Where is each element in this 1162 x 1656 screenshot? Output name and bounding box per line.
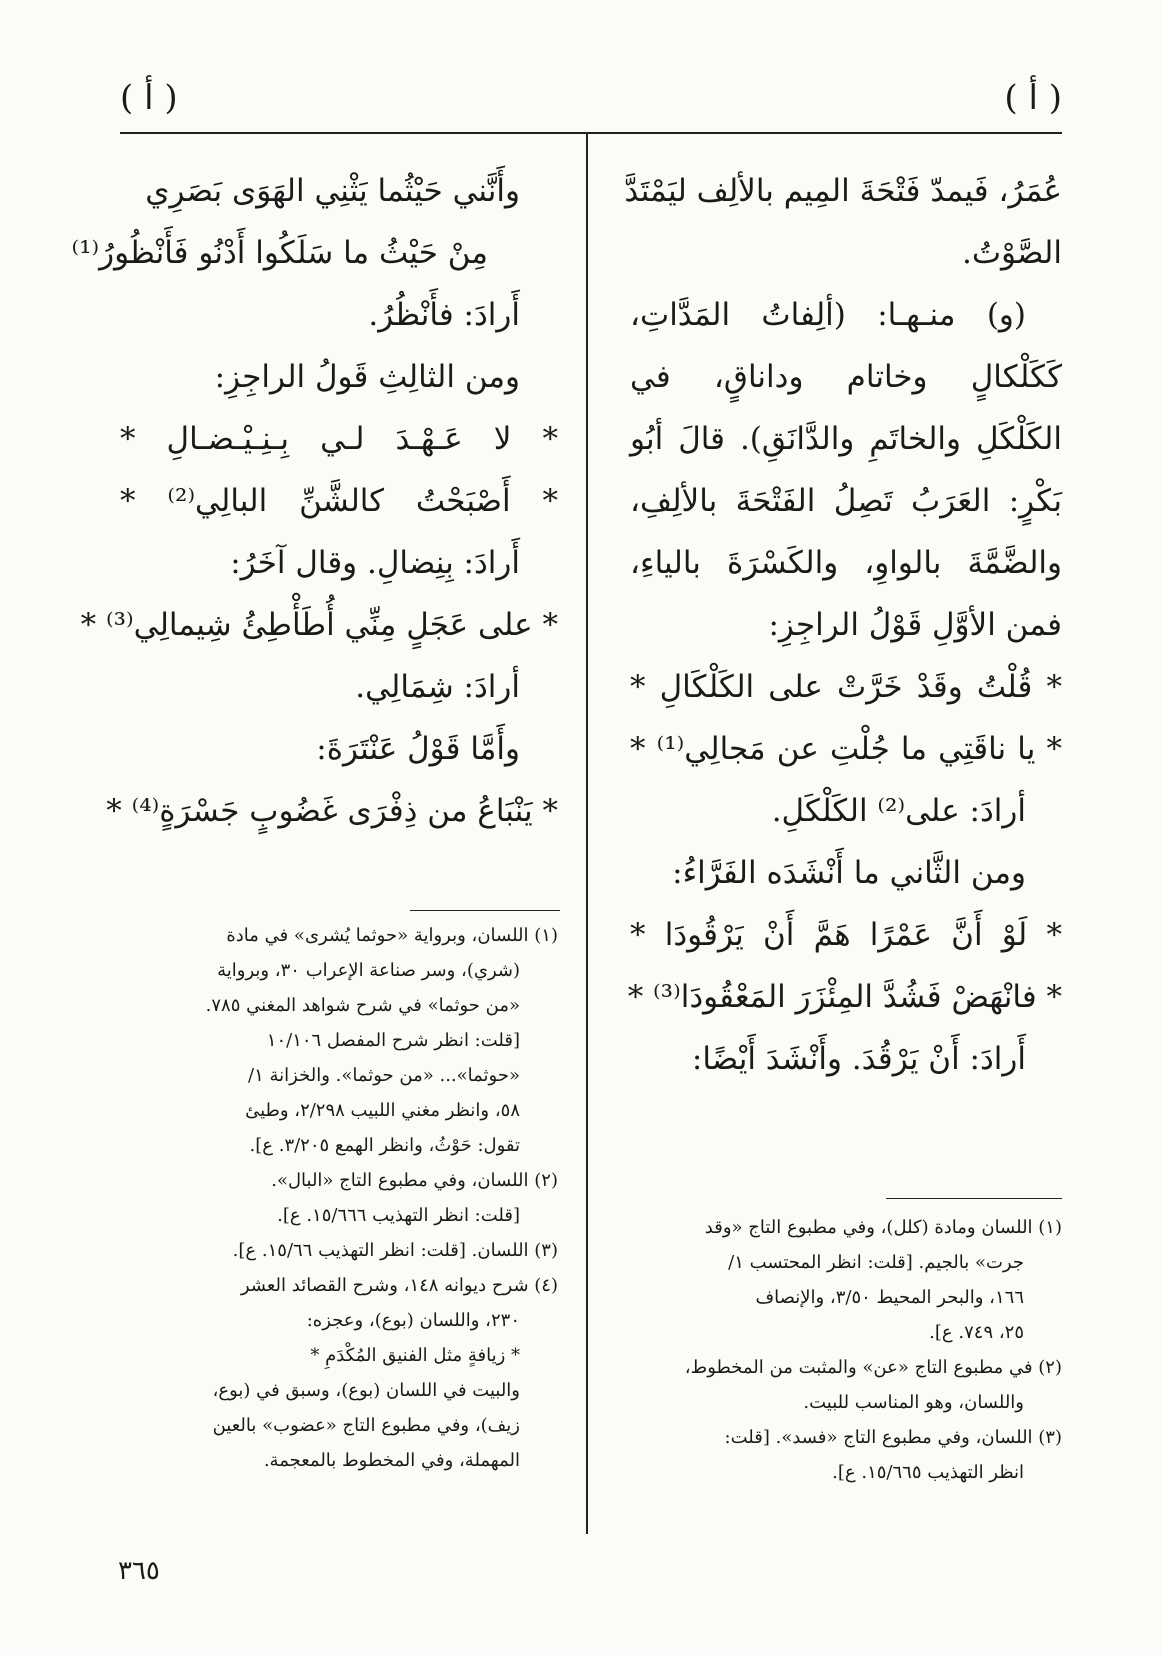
footnote-line: المهملة، وفي المخطوط بالمعجمة. (263, 1450, 520, 1471)
verse-line: * يا ناقَتِي ما جُلْتِ عن مَجالِي⁽¹⁾ * (630, 731, 1062, 767)
footnote-line: (٢) في مطبوع التاج «عن» والمثبت من المخطوط، (684, 1357, 1062, 1378)
footnote-line: (١) اللسان ومادة (كلل)، وفي مطبوع التاج «وقد (704, 1217, 1062, 1238)
left-column (71, 160, 558, 842)
column-divider (586, 134, 588, 1534)
footnotes-left (120, 918, 558, 1478)
footnote-line: (شري)، وسر صناعة الإعراب ٣٠، وبرواية (217, 960, 520, 981)
footnote-line: (١) اللسان، وبرواية «حوثما يُشرى» في مادة (226, 925, 558, 946)
text-line: بَكْرٍ: العَرَبُ تَصِلُ الفَتْحَةَ بالألِفِ، (630, 483, 1062, 519)
footnote-line: (٣) اللسان، وفي مطبوع التاج «فسد». [قلت: (724, 1427, 1062, 1448)
header-right-letter: ( أ ) (1004, 78, 1062, 118)
verse-line: * قُلْتُ وقَدْ خَرَّتْ على الكَلْكَالِ * (630, 669, 1062, 705)
header-rule (120, 132, 1062, 134)
footnote-line: ١٦٦، والبحر المحيط ٣/٥٠، والإنصاف (755, 1287, 1024, 1308)
footnote-line: [قلت: انظر التهذيب ١٥/٦٦٦. ع]. (277, 1205, 520, 1226)
text-line: وأَمَّا قَوْلُ عَنْتَرَةَ: (316, 731, 520, 767)
footnote-line: زيف)، وفي مطبوع التاج «عضوب» بالعين (212, 1415, 520, 1436)
footnote-line: واللسان، وهو المناسب للبيت. (803, 1392, 1024, 1413)
text-line: فمن الأوَّلِ قَوْلُ الراجِزِ: (768, 607, 1062, 643)
text-line: أَرادَ: أَنْ يَرْقُدَ. وأَنْشَدَ أَيْضًا: (691, 1041, 1026, 1077)
verse-line: وأَنَّني حَيْثُما يَثْنِي الهَوَى بَصَرِي (145, 173, 520, 209)
footnote-line: [قلت: انظر شرح المفصل ١٠/١٠٦ (266, 1030, 520, 1051)
verse-line: * فانْهَضْ فَشُدَّ المِئْزَرَ المَعْقُودَا⁽³⁾ * (627, 979, 1062, 1015)
text-line: أَرادَ: فأَنْظُرُ. (368, 297, 520, 333)
header-left-letter: ( أ ) (120, 78, 178, 118)
text-line: ومن الثَّاني ما أَنْشَدَه الفَرَّاءُ: (672, 855, 1026, 891)
footnote-line: «حوثما»... «من حوثما». والخزانة ١/ (248, 1065, 520, 1086)
footnote-line: (٣) اللسان. [قلت: انظر التهذيب ١٥/٦٦. ع]. (232, 1240, 558, 1261)
footnote-line: ٥٨، وانظر مغني اللبيب ٢/٢٩٨، وطيئ (245, 1100, 520, 1121)
verse-line: * يَنْبَاعُ من ذِفْرَى غَضُوبٍ جَسْرَةٍ⁽⁴⁾ * (106, 793, 558, 829)
footnote-line: تقول: حَوْثُ، وانظر الهمع ٣/٢٠٥. ع]. (249, 1135, 520, 1156)
text-line: الصَّوْتُ. (962, 235, 1062, 271)
verse-line: مِنْ حَيْثُ ما سَلَكُوا أَدْنُو فَأَنْظُورُ⁽¹⁾ (71, 235, 488, 271)
text-line: كَكَلْكالٍ وخاتام وداناقٍ، في (630, 359, 1062, 395)
footnote-line: ٢٣٠، واللسان (بوع)، وعجزه: (306, 1310, 520, 1331)
footnote-line: «من حوثما» في شرح شواهد المغني ٧٨٥. (205, 995, 520, 1016)
text-line: أرادَ: شِمَالِي. (355, 669, 520, 705)
text-line: أَرادَ: بِنِضالِ. وقال آخَرُ: (230, 545, 520, 581)
footnote-line: جرت» بالجيم. [قلت: انظر المحتسب ١/ (728, 1252, 1024, 1273)
footnote-separator (410, 910, 560, 911)
verse-line: * لا عَـهْـدَ لـي بِـنِـيْـضـالِ * (120, 421, 558, 457)
page-number: ٣٦٥ (118, 1556, 160, 1586)
footnotes-right (630, 1210, 1062, 1490)
footnote-line: ٢٥، ٧٤٩. ع]. (929, 1322, 1024, 1343)
text-line: والضَّمَّةَ بالواوِ، والكَسْرَةَ بالياءِ، (630, 545, 1062, 581)
verse-line: * على عَجَلٍ مِنِّي أُطَأْطِئُ شِيمالِي⁽³⁾ * (80, 607, 558, 643)
verse-line: * لَوْ أَنَّ عَمْرًا هَمَّ أَنْ يَرْقُودَا * (630, 917, 1062, 953)
text-line: (و) منـهـا: (ألِفاتُ المَدَّاتِ، (630, 297, 1026, 333)
footnote-line: والبيت في اللسان (بوع)، وسبق في (بوع، (212, 1380, 520, 1401)
verse-line: * أَصْبَحْتُ كالشَّنِّ البالِي⁽²⁾ * (120, 483, 558, 519)
right-column (624, 160, 1062, 1090)
footnote-verse: * زيافةٍ مثل الفنيق المُكْدَمِ * (310, 1345, 520, 1366)
footnote-separator (886, 1198, 1062, 1199)
footnote-line: (٢) اللسان، وفي مطبوع التاج «البال». (271, 1170, 558, 1191)
text-line: ومن الثالِثِ قَولُ الراجِزِ: (214, 359, 520, 395)
footnote-line: (٤) شرح ديوانه ١٤٨، وشرح القصائد العشر (240, 1275, 558, 1296)
footnote-line: انظر التهذيب ١٥/٦٦٥. ع]. (832, 1462, 1024, 1483)
text-line: عُمَرُ، فَيمدّ فَتْحَةَ المِيم بالألِف ليَمْتَدَّ (624, 173, 1062, 209)
text-line: الكَلْكَلِ والخاتَمِ والدَّانَقِ). قالَ أبُو (630, 421, 1062, 457)
text-line: أرادَ: على⁽²⁾ الكَلْكَلِ. (771, 793, 1026, 829)
